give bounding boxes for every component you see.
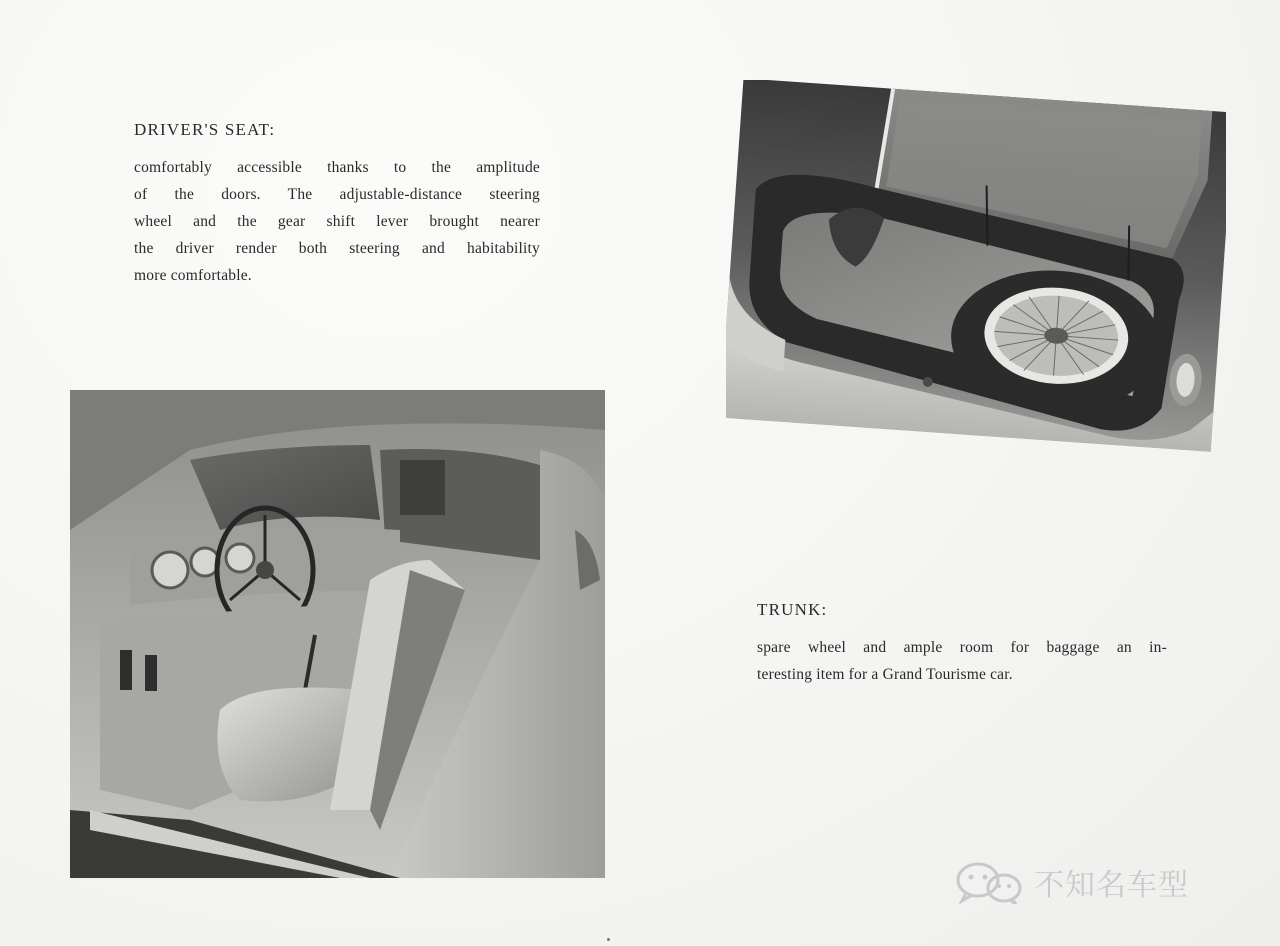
trunk-photo	[726, 80, 1226, 480]
trunk-description	[757, 634, 1167, 688]
text-line: spare wheel and ample room for baggage an in-	[757, 639, 1167, 656]
interior-illustration	[70, 390, 605, 878]
watermark	[952, 858, 1189, 906]
text-line: comfortably accessible thanks to the amplitude	[134, 159, 540, 176]
text-line: wheel and the gear shift lever brought nearer	[134, 213, 540, 230]
driver-seat-section	[134, 120, 540, 289]
wechat-logo-icon	[952, 860, 1024, 904]
watermark-text: 不知名车型	[1034, 868, 1189, 903]
driver-seat-heading: DRIVER'S SEAT:	[134, 120, 276, 139]
trunk-section	[757, 600, 1167, 688]
text-line: teresting item for a Grand Tourisme car.	[757, 666, 1013, 683]
trunk-illustration	[726, 80, 1226, 480]
interior-photo	[70, 390, 605, 878]
text-line: of the doors. The adjustable-distance steering	[134, 186, 540, 203]
page-mark	[607, 938, 610, 941]
trunk-heading: TRUNK:	[757, 600, 828, 619]
driver-seat-description	[134, 154, 540, 289]
text-line: more comfortable.	[134, 267, 252, 284]
text-line: the driver render both steering and habitability	[134, 240, 540, 257]
